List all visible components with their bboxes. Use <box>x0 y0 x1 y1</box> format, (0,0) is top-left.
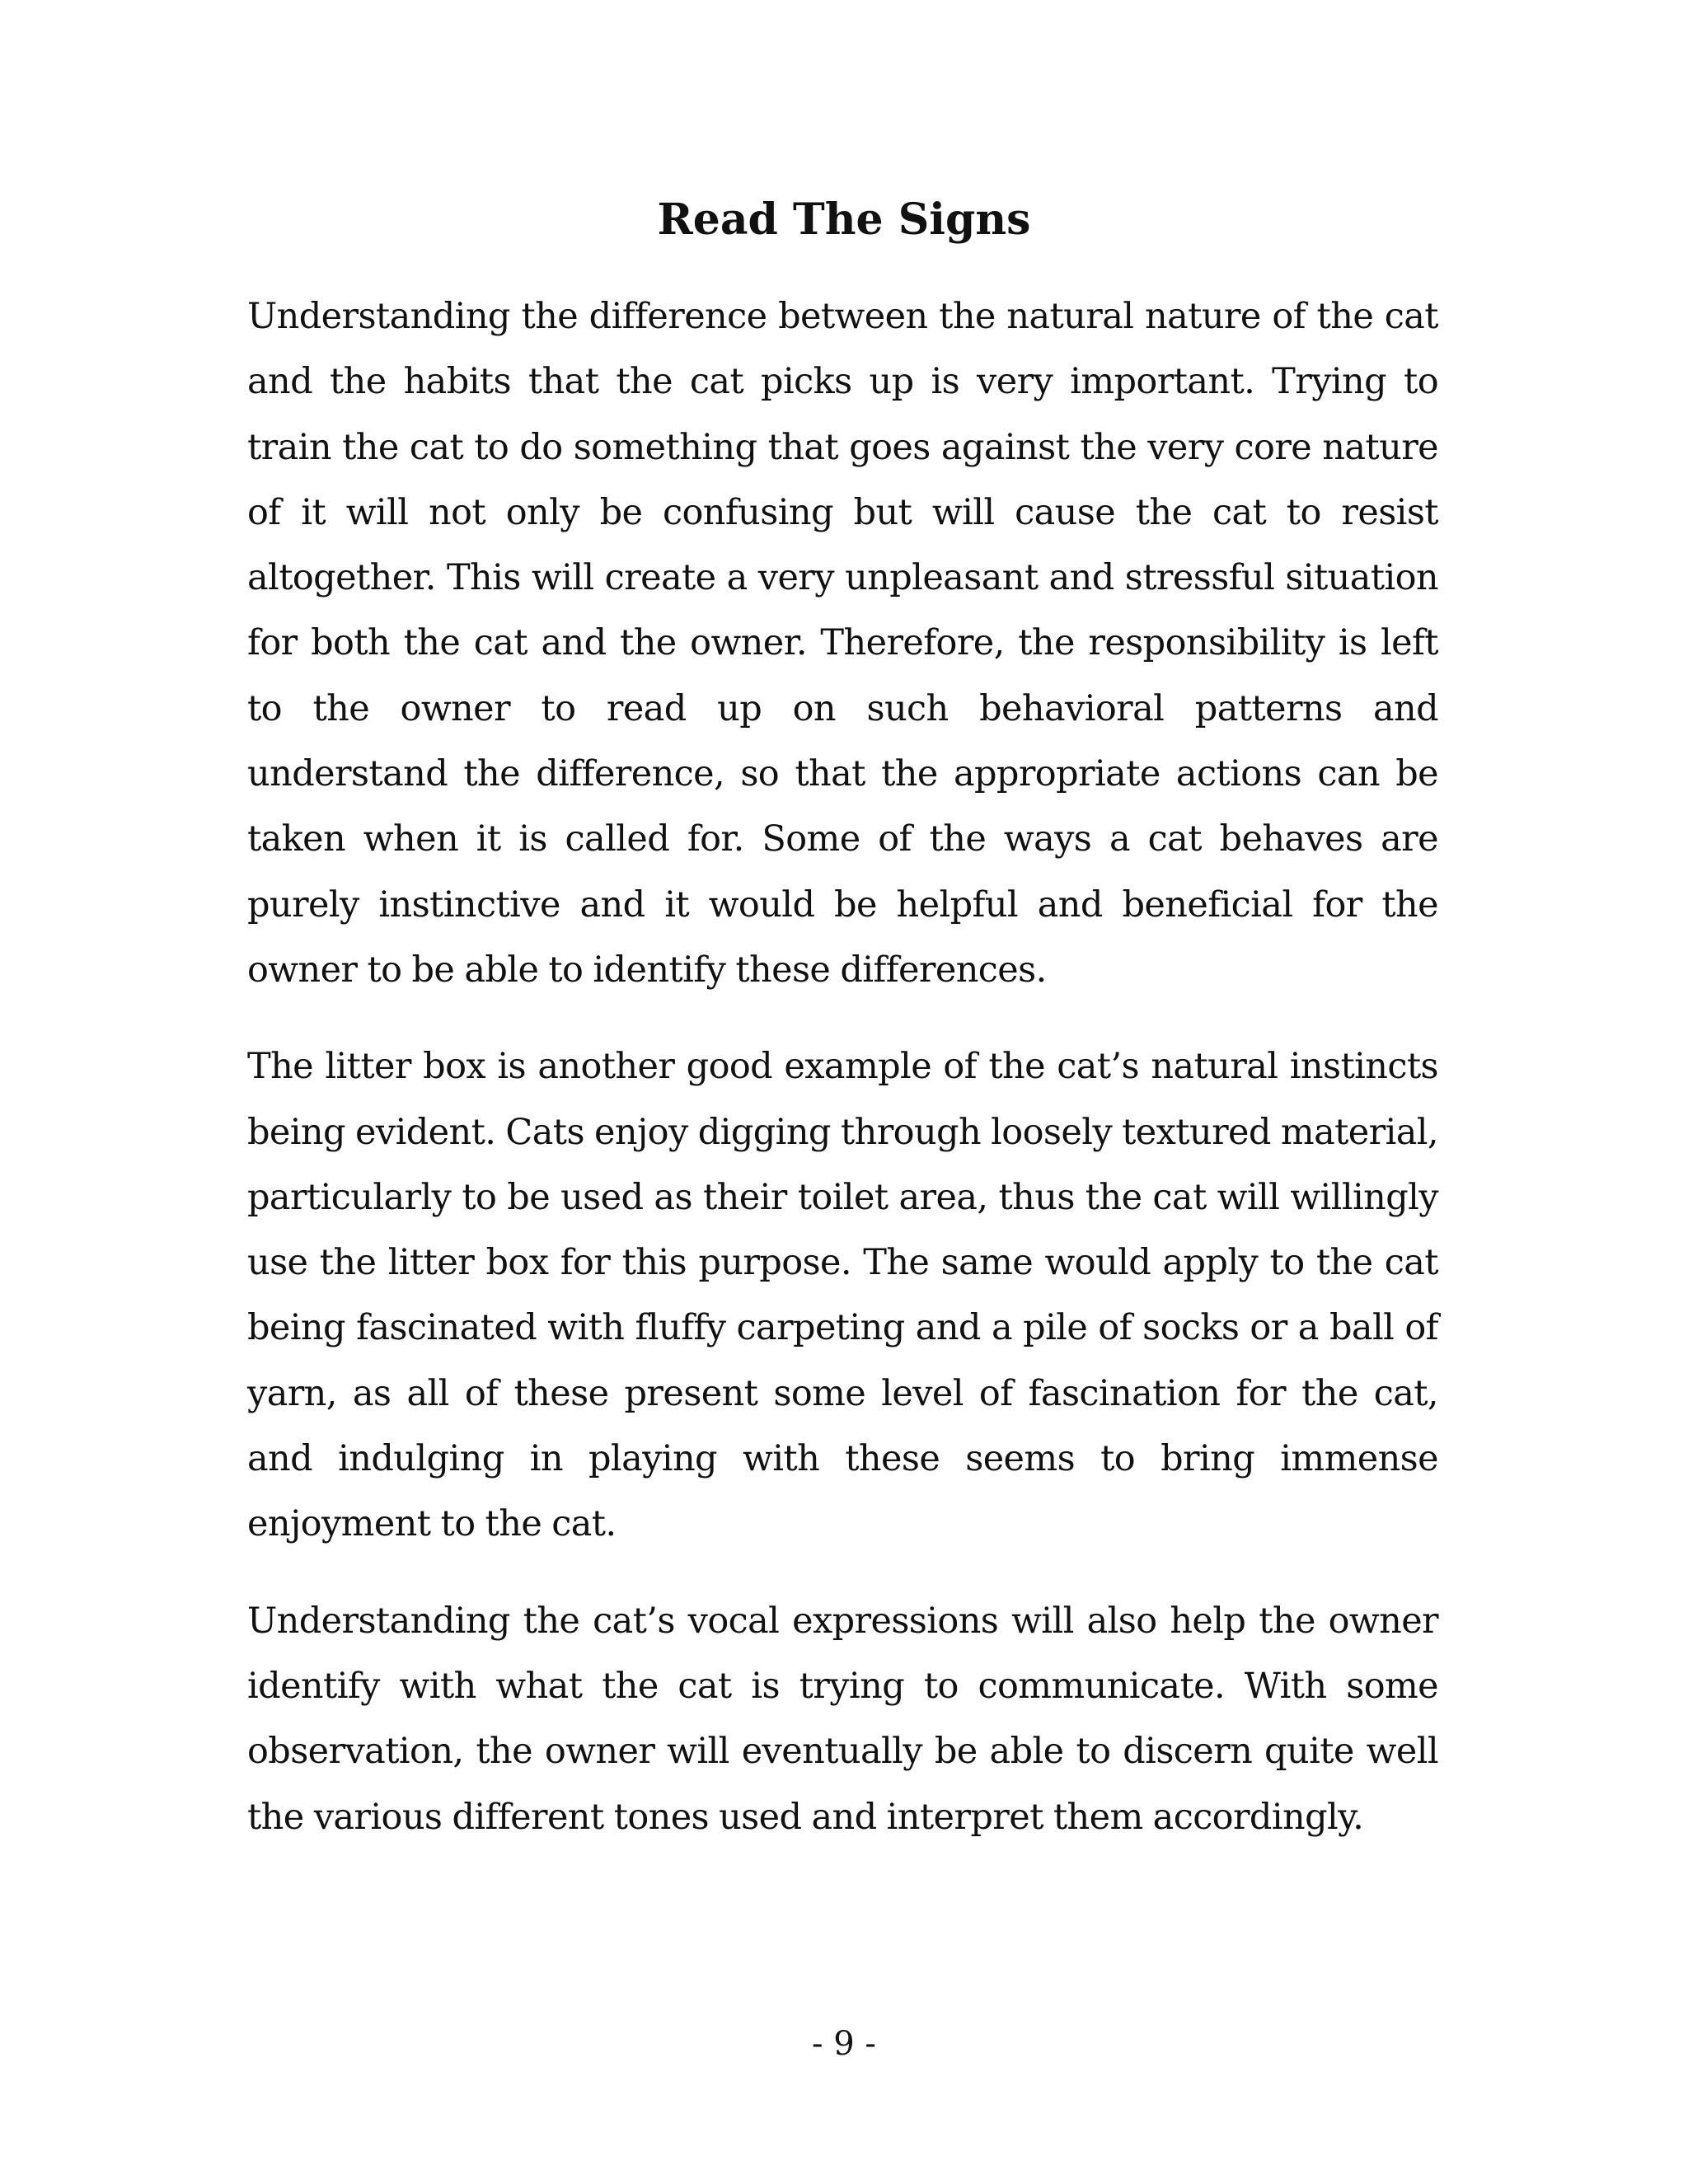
page-number: - 9 - <box>812 2025 876 2063</box>
body-text <box>247 284 1438 1882</box>
page-title: Read The Signs <box>657 194 1031 245</box>
paragraph-2: The litter box is another good example of the cat’s natural instincts being evident. Cats enjoy digging through loosely textured material, particularly to be used as their toilet area, thus the cat will willingly use the litter box for this purpose. The same would apply to the cat being fascinated with fluffy carpeting and a pile of socks or a ball of yarn, as all of these present some level of fascination for the cat, and indulging in playing with these seems to bring immense enjoyment to the cat. <box>247 1046 1438 1545</box>
paragraph-3: Understanding the cat’s vocal expressions will also help the owner identify with what the cat is trying to communicate. With some observation, the owner will eventually be able to discern quite well the various different tones used and interpret them accordingly. <box>247 1600 1438 1838</box>
paragraph-1: Understanding the difference between the natural nature of the cat and the habits that the cat picks up is very important. Trying to train the cat to do something that goes against the very core nature of it will not only be confusing but will cause the cat to resist altogether. This will create a very unpleasant and stressful situation for both the cat and the owner. Therefore, the responsibility is left to the owner to read up on such behavioral patterns and understand the difference, so that the appropriate actions can be taken when it is called for. Some of the ways a cat behaves are purely instinctive and it would be helpful and beneficial for the owner to be able to identify these differences. <box>247 296 1438 991</box>
